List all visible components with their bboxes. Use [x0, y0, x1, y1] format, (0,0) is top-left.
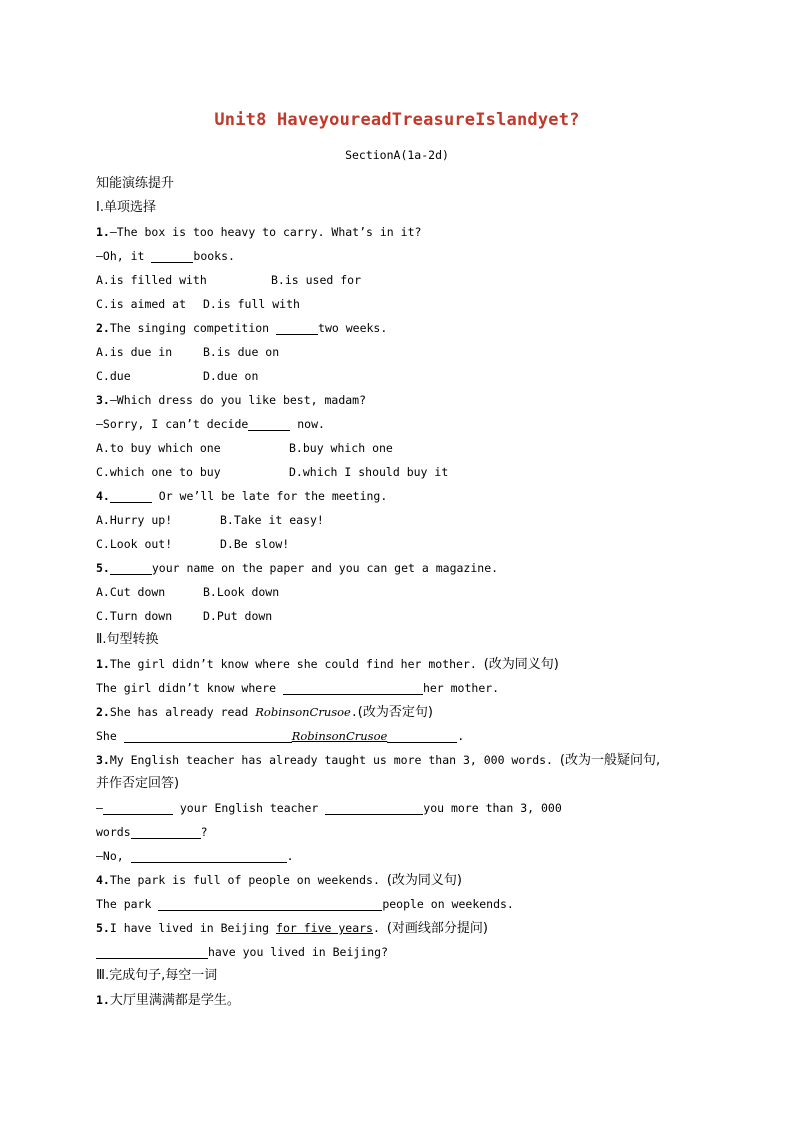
transform-2-stem	[96, 700, 696, 724]
transform-5-stem	[96, 916, 696, 940]
question-text: 大厅里满满都是学生。	[109, 993, 240, 1008]
question-number: 2.	[96, 705, 110, 719]
worksheet-content	[96, 172, 696, 1012]
instruction-note: (改为同义句)	[483, 657, 559, 672]
question-text: Or we’ll be late for the meeting.	[151, 489, 388, 503]
option-a[interactable]: A.is filled with	[96, 273, 207, 287]
section-heading: 知能演练提升	[96, 176, 175, 191]
question-text: The singing competition	[109, 321, 277, 335]
question-text: —The box is too heavy to carry. What’s in it?	[109, 225, 422, 239]
question-text: her mother.	[422, 681, 500, 695]
question-number: 4.	[96, 873, 110, 887]
question-text: The girl didn’t know where she could find her mother.	[109, 657, 484, 671]
question-text: The park is full of people on weekends.	[109, 873, 387, 887]
option-b[interactable]: B.Take it easy!	[220, 513, 324, 527]
options-row	[96, 460, 696, 484]
option-c[interactable]: C.which one to buy	[96, 465, 221, 479]
question-5-stem	[96, 556, 696, 580]
part1-heading: Ⅰ.单项选择	[96, 200, 156, 215]
answer-blank[interactable]	[131, 848, 287, 863]
answer-blank[interactable]	[124, 728, 292, 743]
option-b[interactable]: B.buy which one	[289, 441, 393, 455]
question-text: two weeks.	[318, 321, 388, 335]
options-row	[96, 604, 696, 628]
question-text: .	[457, 729, 465, 743]
answer-blank[interactable]	[110, 560, 152, 575]
answer-blank[interactable]	[276, 320, 318, 335]
question-3-stem	[96, 388, 696, 412]
question-number: 1.	[96, 993, 110, 1007]
transform-4-stem	[96, 868, 696, 892]
question-text: —Sorry, I can’t decide	[96, 417, 249, 431]
option-b[interactable]: B.Look down	[203, 585, 280, 599]
question-number: 1.	[96, 225, 110, 239]
option-b[interactable]: B.is used for	[271, 273, 362, 287]
page-subtitle: SectionA(1a-2d)	[345, 148, 449, 162]
option-a[interactable]: A.Hurry up!	[96, 513, 173, 527]
answer-blank[interactable]	[387, 728, 457, 743]
option-d[interactable]: D.which I should buy it	[289, 465, 449, 479]
question-number: 2.	[96, 321, 110, 335]
question-text: people on weekends.	[382, 897, 514, 911]
transform-3-note: 并作否定回答)	[96, 776, 180, 791]
question-text: The park	[96, 897, 159, 911]
question-text: —Oh, it	[96, 249, 152, 263]
transform-1-stem	[96, 652, 696, 676]
book-title: RobinsonCrusoe	[255, 705, 351, 719]
instruction-note: (改为一般疑问句,	[559, 753, 661, 768]
answer-blank[interactable]	[96, 944, 208, 959]
question-number: 3.	[96, 393, 110, 407]
transform-4-answer	[96, 892, 696, 916]
answer-blank[interactable]	[325, 800, 423, 815]
option-c[interactable]: C.Look out!	[96, 537, 173, 551]
question-text: words	[96, 825, 131, 839]
underlined-phrase: for five years	[276, 921, 373, 935]
options-row	[96, 268, 696, 292]
question-text: —No,	[96, 849, 131, 863]
option-c[interactable]: C.is aimed at	[96, 297, 187, 311]
question-1-stem	[96, 220, 696, 244]
answer-blank[interactable]	[131, 824, 201, 839]
question-number: 4.	[96, 489, 110, 503]
part2-heading: Ⅱ.句型转换	[96, 632, 159, 647]
answer-blank[interactable]	[151, 248, 193, 263]
option-d[interactable]: D.Put down	[203, 609, 273, 623]
part3-heading: Ⅲ.完成句子,每空一词	[96, 968, 218, 983]
page-title: Unit8 HaveyoureadTreasureIslandyet?	[214, 110, 580, 130]
option-a[interactable]: A.is due in	[96, 345, 173, 359]
transform-1-answer	[96, 676, 696, 700]
options-row	[96, 364, 696, 388]
book-title: RobinsonCrusoe	[291, 729, 388, 743]
option-a[interactable]: A.Cut down	[96, 585, 166, 599]
question-text: you more than 3, 000	[423, 801, 562, 815]
instruction-note: (改为同义句)	[386, 873, 462, 888]
answer-blank[interactable]	[103, 800, 173, 815]
options-row	[96, 508, 696, 532]
question-number: 3.	[96, 753, 110, 767]
question-text: now.	[290, 417, 325, 431]
question-text: I have lived in Beijing	[109, 921, 277, 935]
transform-5-answer	[96, 940, 696, 964]
answer-blank[interactable]	[283, 680, 423, 695]
question-text: She has already read	[109, 705, 256, 719]
option-a[interactable]: A.to buy which one	[96, 441, 221, 455]
option-d[interactable]: D.due on	[203, 369, 259, 383]
question-text: your English teacher	[172, 801, 326, 815]
question-3-dialog	[96, 412, 696, 436]
instruction-note: (改为否定句)	[357, 705, 433, 720]
question-text: your name on the paper and you can get a magazine.	[151, 561, 499, 575]
question-number: 1.	[96, 657, 110, 671]
question-text: have you lived in Beijing?	[208, 945, 389, 959]
question-text: —Which dress do you like best, madam?	[109, 393, 367, 407]
options-row	[96, 532, 696, 556]
options-row	[96, 340, 696, 364]
question-text: .	[350, 705, 358, 719]
question-2-stem	[96, 316, 696, 340]
instruction-note: (对画线部分提问)	[386, 921, 488, 936]
options-row	[96, 580, 696, 604]
complete-1-stem	[96, 988, 696, 1012]
option-c[interactable]: C.Turn down	[96, 609, 173, 623]
transform-3-answer-2	[96, 820, 696, 844]
question-1-dialog	[96, 244, 696, 268]
question-text: ?	[200, 825, 208, 839]
question-text: My English teacher has already taught us more than 3, 000 words.	[109, 753, 560, 767]
transform-3-answer-1	[96, 796, 696, 820]
question-number: 5.	[96, 561, 110, 575]
answer-blank[interactable]	[110, 488, 152, 503]
option-d[interactable]: D.is full with	[203, 297, 300, 311]
options-row	[96, 436, 696, 460]
option-b[interactable]: B.is due on	[203, 345, 280, 359]
transform-2-answer	[96, 724, 696, 748]
question-4-stem	[96, 484, 696, 508]
question-text: books.	[193, 249, 235, 263]
question-text: .	[286, 849, 294, 863]
answer-blank[interactable]	[248, 416, 290, 431]
transform-3-stem	[96, 748, 696, 772]
question-text: .	[372, 921, 387, 935]
question-text: The girl didn’t know where	[96, 681, 283, 695]
option-d[interactable]: D.Be slow!	[220, 537, 290, 551]
answer-blank[interactable]	[158, 896, 382, 911]
transform-3-answer-3	[96, 844, 696, 868]
question-text: She	[96, 729, 124, 743]
question-number: 5.	[96, 921, 110, 935]
question-text: —	[96, 801, 103, 815]
options-row	[96, 292, 696, 316]
option-c[interactable]: C.due	[96, 369, 131, 383]
